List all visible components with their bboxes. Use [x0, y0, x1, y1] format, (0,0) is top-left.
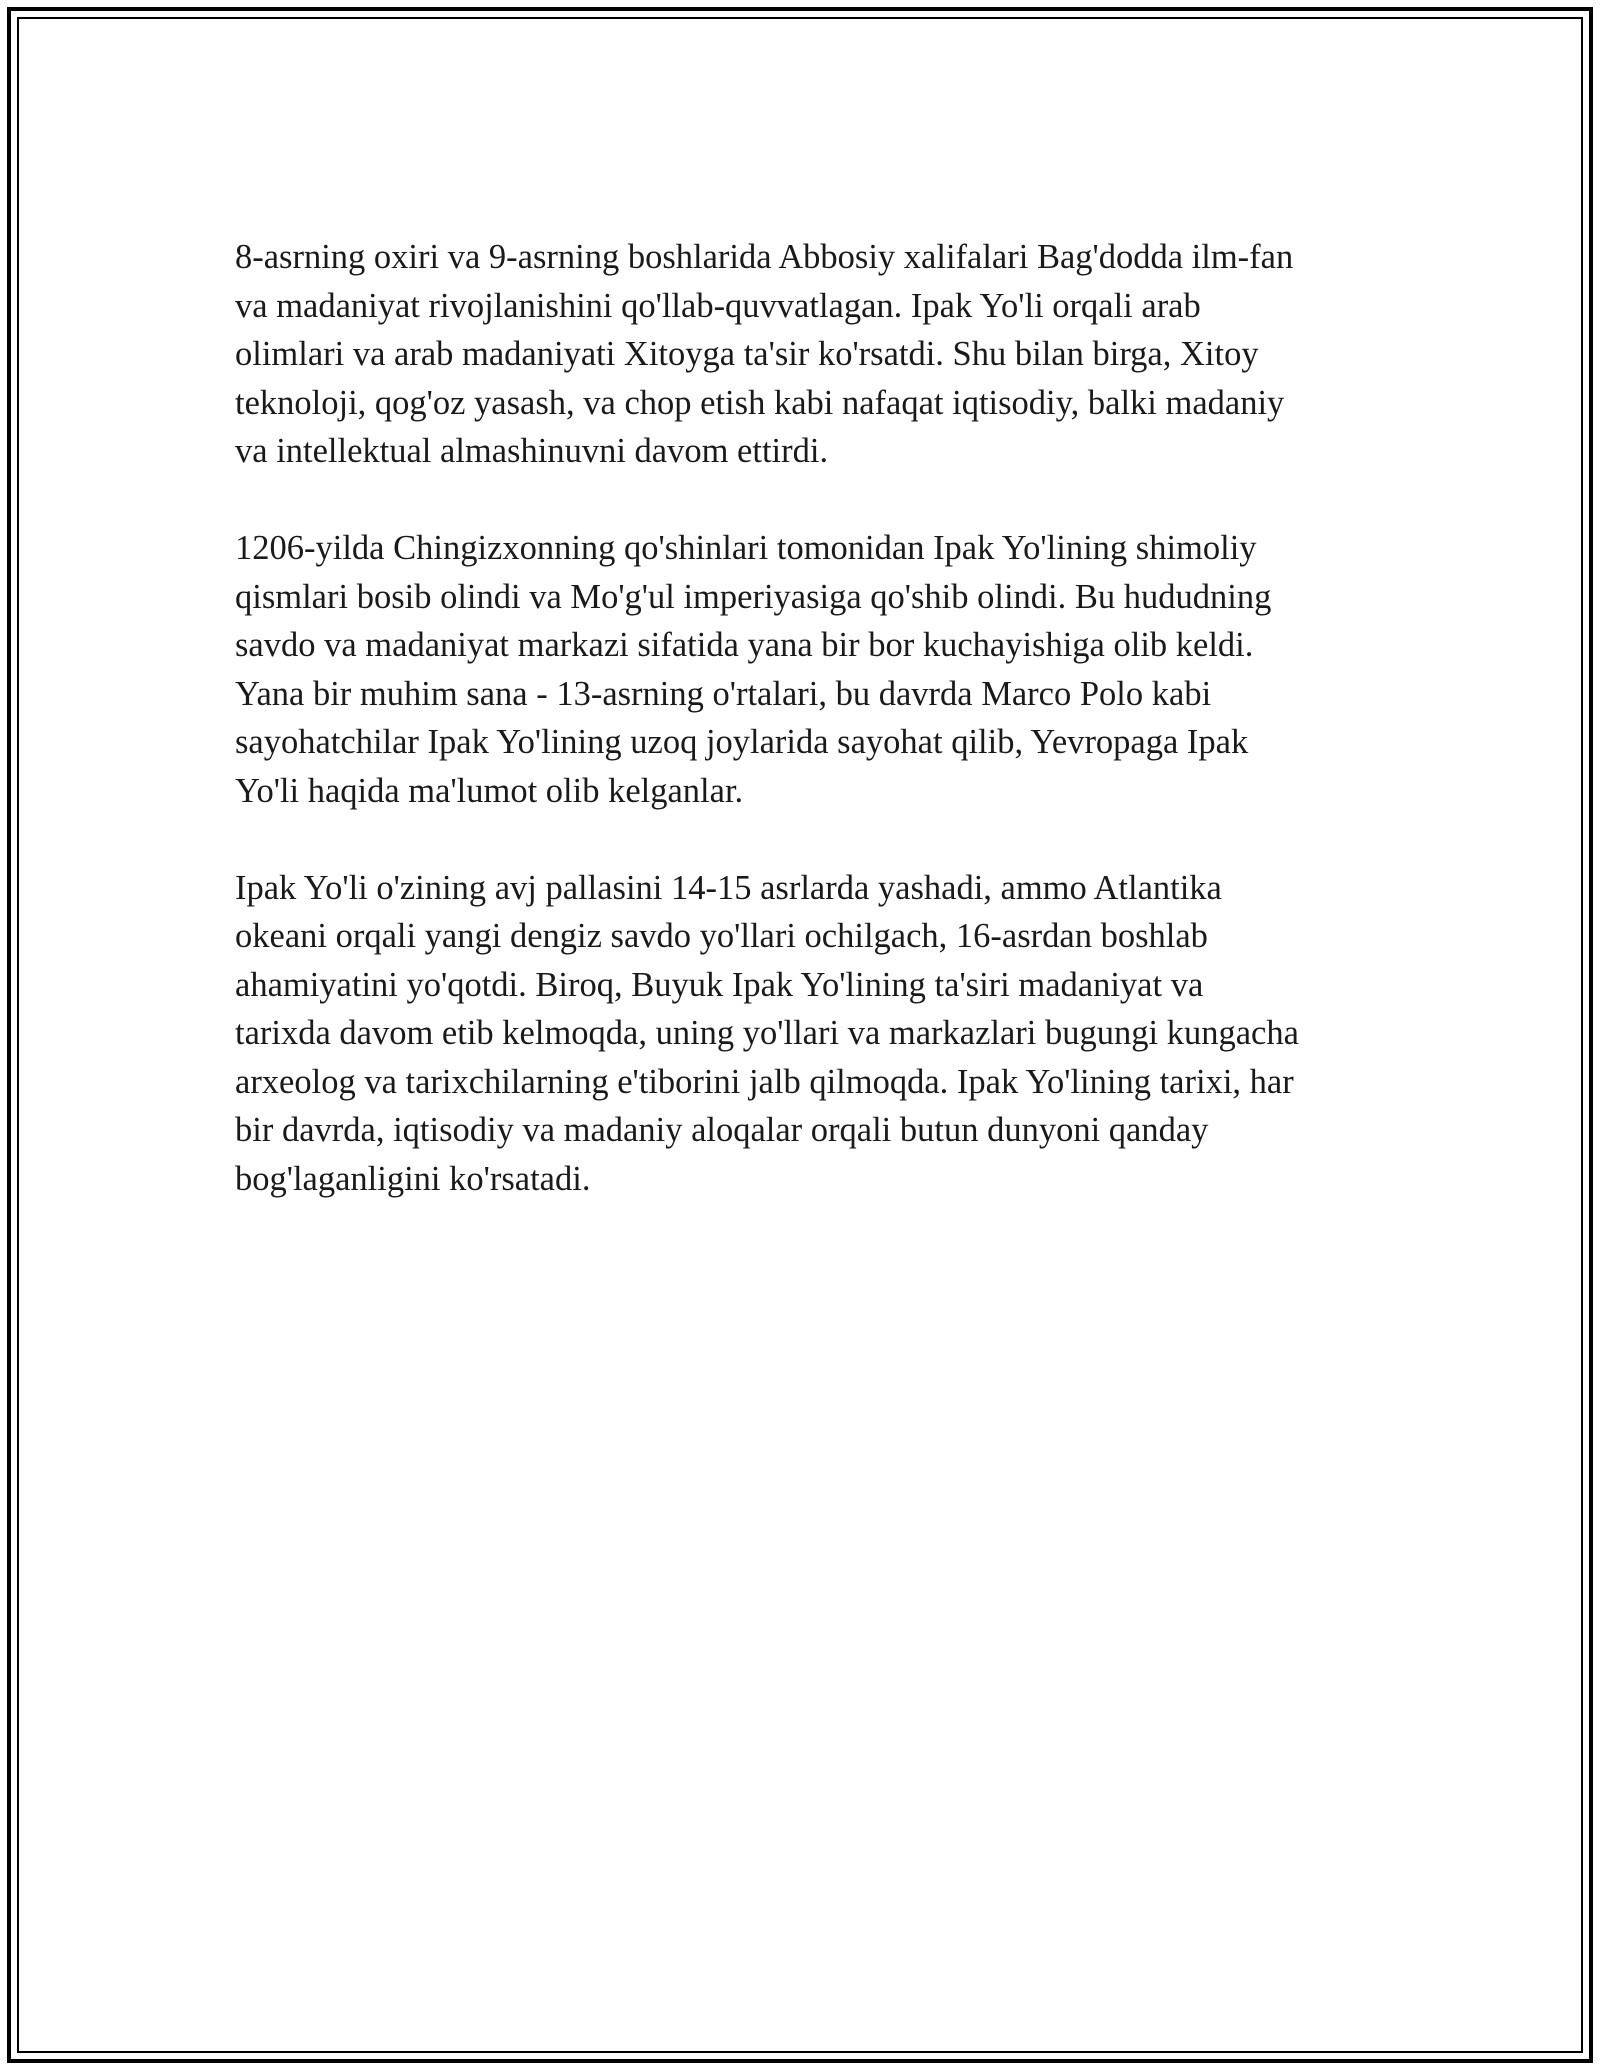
text-line: olimlari va arab madaniyati Xitoyga ta'sir ko'rsatdi. Shu bilan birga, Xitoy [235, 335, 1259, 373]
text-line: va intellektual almashinuvni davom ettirdi. [235, 432, 829, 470]
text-line: okeani orqali yangi dengiz savdo yo'llari ochilgach, 16-asrdan boshlab [235, 917, 1208, 955]
text-line: va madaniyat rivojlanishini qo'llab-quvvatlagan. Ipak Yo'li orqali arab [235, 286, 1201, 325]
paragraph-1 [235, 233, 1375, 476]
document-body [235, 233, 1375, 1252]
text-line: Yana bir muhim sana - 13-asrning o'rtalari, bu davrda Marco Polo kabi [235, 674, 1212, 713]
text-line: teknoloji, qog'oz yasash, va chop etish kabi nafaqat iqtisodiy, balki madaniy [235, 383, 1285, 422]
paragraph-2 [235, 524, 1375, 815]
text-line: tarixda davom etib kelmoqda, uning yo'llari va markazlari bugungi kungacha [235, 1014, 1299, 1052]
text-line: 1206-yilda Chingizxonning qo'shinlari tomonidan Ipak Yo'lining shimoliy [235, 529, 1257, 567]
text-line: sayohatchilar Ipak Yo'lining uzoq joylarida sayohat qilib, Yevropaga Ipak [235, 723, 1249, 761]
text-line: bog'laganligini ko'rsatadi. [235, 1159, 591, 1198]
text-line: Yo'li haqida ma'lumot olib kelganlar. [235, 771, 744, 810]
text-line: savdo va madaniyat markazi sifatida yana bir bor kuchayishiga olib keldi. [235, 626, 1254, 664]
text-line: Ipak Yo'li o'zining avj pallasini 14-15 asrlarda yashadi, ammo Atlantika [235, 868, 1222, 907]
text-line: bir davrda, iqtisodiy va madaniy aloqalar orqali butun dunyoni qanday [235, 1111, 1209, 1149]
text-line: arxeolog va tarixchilarning e'tiborini jalb qilmoqda. Ipak Yo'lining tarixi, har [235, 1062, 1294, 1101]
text-line: ahamiyatini yo'qotdi. Biroq, Buyuk Ipak Yo'lining ta'siri madaniyat va [235, 965, 1204, 1004]
text-line: 8-asrning oxiri va 9-asrning boshlarida Abbosiy xalifalari Bag'dodda ilm-fan [235, 238, 1294, 276]
text-line: qismlari bosib olindi va Mo'g'ul imperiyasiga qo'shib olindi. Bu hududning [235, 577, 1272, 616]
paragraph-3 [235, 864, 1375, 1204]
